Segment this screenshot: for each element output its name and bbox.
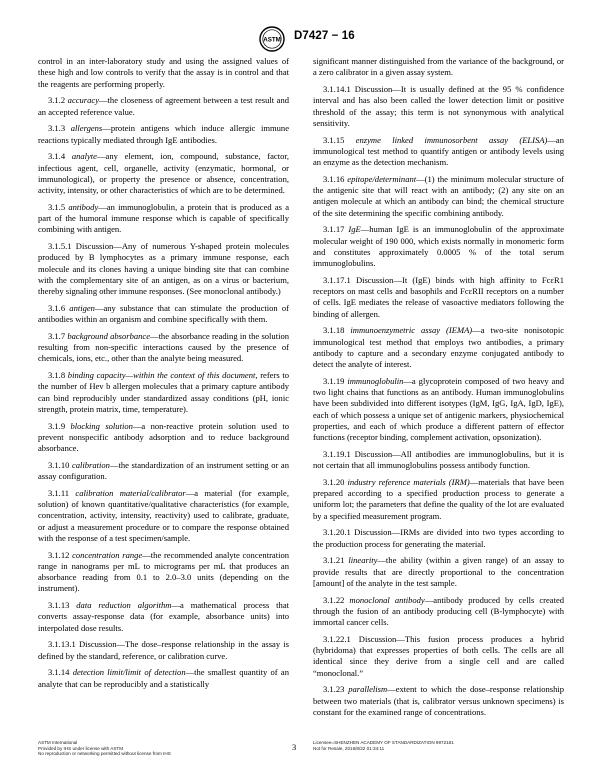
definition-paragraph — [38, 639, 289, 662]
definition-paragraph — [38, 370, 289, 415]
defined-term: industry reference materials (IRM) — [347, 476, 470, 487]
definition-text: Discussion—All antibodies are immunoglobulins, but it is not certain that all immunoglobulins possess antibody function. — [313, 448, 564, 470]
defined-term: detection limit/limit of detection — [72, 667, 186, 678]
defined-term: monoclonal antibody — [349, 594, 425, 605]
definition-paragraph — [313, 634, 564, 679]
defined-term: enzyme linked immunosorbent assay (ELISA) — [355, 134, 548, 145]
defined-term: allergens — [70, 123, 103, 134]
definition-text: —antibody produced by cells created through the fusion of an antibody producing cell (B-lymphocyte) with immortal cancer cells. — [313, 594, 565, 627]
defined-term: accuracy — [67, 95, 99, 106]
section-number: 3.1.22.1 — [323, 633, 351, 644]
definition-paragraph — [38, 241, 289, 297]
definition-paragraph — [38, 421, 289, 455]
defined-term: calibration — [71, 459, 110, 470]
definition-paragraph — [313, 224, 564, 269]
definition-text: —the recommended analyte concentration range in nanograms per mL to micrograms per mL that produces an absorbance reading from 0.1 to 2.0–3.0 units (depending on the instrument). — [38, 549, 289, 594]
footer-line: Licensee=SHENZHEN ACADEMY OF STANDARDIZATION 9972181 — [313, 740, 454, 745]
footer-line: No reproduction or networking permitted without license from IHS — [38, 751, 171, 757]
footer-line: Not for Resale, 2016/8/22 01:34:11 — [313, 745, 385, 751]
definition-text: —any substance that can stimulate the production of antibodies within an organism and combine specifically with them. — [38, 302, 289, 324]
definition-paragraph — [38, 123, 289, 146]
defined-term: IgE — [348, 224, 361, 235]
defined-term: background absorbance — [67, 330, 151, 341]
definition-paragraph — [313, 275, 564, 320]
definition-text: —an immunoglobulin, a protein that is produced as a part of the humoral immune response which is capable of specifically combining with antigen. — [38, 201, 290, 235]
definition-text: —the closeness of agreement between a test result and an accepted reference value. — [38, 95, 289, 117]
definition-paragraph — [313, 595, 564, 629]
definition-paragraph — [38, 600, 289, 634]
definition-paragraph — [313, 56, 564, 79]
definition-paragraph — [38, 95, 289, 118]
section-number: 3.1.6 — [48, 302, 66, 313]
page-header — [0, 24, 600, 54]
definition-paragraph — [313, 555, 564, 589]
definition-paragraph — [313, 376, 564, 444]
definition-text: Discussion—This fusion process produces a hybrid (hybridoma) that expresses properties of both cells. The cells are all identical since they derive from a single cell and are called “monoclonal.” — [313, 633, 564, 678]
definition-text: —the smallest quantity of an analyte that can be reproducibly and a statistically — [38, 667, 290, 689]
logo-text: ASTM — [263, 36, 281, 44]
definition-paragraph — [313, 684, 564, 718]
section-number: 3.1.14.1 — [323, 84, 351, 94]
definition-text: refers to the number of Hev b allergen molecules that a primary capture antibody can bind reproducibly under standardized assay conditions (pH, ionic strength, protein matrix, time, temperature). — [38, 370, 289, 414]
definition-paragraph — [38, 56, 289, 90]
definition-text: Discussion—The dose–response relationship in the assay is defined by the standard, reference, or calibration curve. — [38, 639, 290, 661]
definition-paragraph — [38, 550, 289, 595]
definition-paragraph — [38, 303, 289, 326]
definition-text: —materials that have been prepared according to a specified production process to generate a uniform lot; the parameters that define the quality of the lot are evaluated by a specified measurement program. — [313, 476, 564, 521]
definition-text: —a two-site nonisotopic immunological test method that employs two antibodies, a primary antibody to capture and a secondary enzyme conjugated antibody to detect the analyte of interest. — [313, 325, 564, 369]
definition-text: significant manner distinguished from the variance of the background, or a zero calibrator in a given assay system. — [313, 56, 564, 78]
definition-paragraph — [313, 449, 564, 472]
definition-text: —the ability (within a given range) of an assay to provide results that are directly proportional to the concentration [amount] of the analyte in the test sample. — [313, 555, 565, 588]
definition-paragraph — [313, 135, 564, 169]
definition-text: —a material (for example, solution) of known quantitative/qualitative characteristics (for example, concentration, activity, intensity, reactivity) used to calibrate, graduate, or adjust a measurement procedure or to compare the response obtained with the response of a test specimen/sample. — [38, 487, 289, 543]
definition-text: —a glycoprotein composed of two heavy and two light chains that functions as an antibody. Human immunoglobulins have been subdivided into different isotypes (IgM, IgG, IgA, IgD, IgE), each of which possess a unique set of antigenic markers, physiochemical properties, and each of which produce a different pattern of effector functions (receptor binding, complement activation, opsonization). — [313, 375, 565, 442]
defined-term: analyte — [71, 151, 97, 162]
section-number: 3.1.13.1 — [48, 639, 76, 650]
defined-term: linearity — [348, 555, 378, 566]
definition-text: —the absorbance reading in the solution resulting from non-specific interactions caused by the presence of chemicals, ions, etc., other than the analyte being measured. — [38, 330, 290, 364]
section-number: 3.1.19 — [323, 375, 345, 386]
footer-right — [313, 740, 454, 751]
definition-text: Discussion—It (IgE) binds with high affinity to FcεR1 receptors on mast cells and basophils and FcεRII receptors on a number of cells. IgE mediates the release of vasoactive mediators following the binding of allergen. — [313, 274, 564, 319]
section-number: 3.1.20.1 — [323, 527, 351, 538]
definition-paragraph — [313, 527, 564, 550]
definition-paragraph — [38, 460, 289, 483]
definition-text: —a non-reactive protein solution used to prevent nonspecific antibody adsorption and to reduce background absorbance. — [38, 420, 289, 453]
definition-text: Discussion—Any of numerous Y-shaped protein molecules produced by B lymphocytes as a primary immune response, each molecule and its clones having a unique binding site that can combine with the complementary site of an antigen, as on a virus or bacterium, thereby signaling other immune responses. (See monoclonal antibody.) — [38, 241, 290, 296]
section-number: 3.1.17 — [323, 224, 345, 235]
right-column — [313, 56, 564, 724]
definition-text: control in an inter-laboratory study and using the assigned values of these high and low controls to verify that the assay is in control and that the reagents are performing properly. — [38, 56, 289, 89]
definition-text: —extent to which the dose–response relationship between two materials (that is, calibrator versus unknown specimens) is constant for the examined range of concentrations. — [313, 684, 565, 717]
definition-text: Discussion—It is usually defined at the 95 % confidence interval and has also been called the lower detection limit or positive threshold of the assay; this term is not synonymous with analytical sensitivity. — [313, 84, 564, 128]
defined-term: antigen — [69, 302, 95, 313]
defined-term: immunoglobulin — [347, 375, 404, 386]
definition-paragraph — [38, 667, 289, 690]
section-number: 3.1.5 — [48, 201, 66, 212]
section-number: 3.1.9 — [48, 420, 66, 431]
defined-term: concentration range — [72, 549, 143, 560]
section-number: 3.1.8 — [48, 370, 66, 380]
left-column — [38, 56, 289, 695]
section-number: 3.1.3 — [48, 123, 66, 134]
definition-paragraph — [38, 202, 289, 236]
footer-line: Provided by IHS under license with ASTM — [38, 745, 124, 751]
definition-paragraph — [38, 151, 289, 196]
definition-text: —the standardization of an instrument setting or an assay configuration. — [38, 459, 289, 481]
section-number: 3.1.5.1 — [48, 241, 72, 251]
definition-paragraph — [313, 84, 564, 129]
section-number: 3.1.14 — [48, 667, 70, 678]
section-number: 3.1.23 — [323, 684, 345, 695]
footer-line: ASTM International — [38, 740, 78, 745]
defined-term: binding capacity—within the context of this document, — [67, 370, 258, 380]
definition-paragraph — [38, 488, 289, 544]
section-number: 3.1.12 — [48, 549, 70, 560]
astm-logo-icon — [259, 26, 285, 52]
definition-paragraph — [38, 331, 289, 365]
defined-term: blocking solution — [70, 420, 133, 431]
section-number: 3.1.16 — [323, 173, 345, 184]
section-number: 3.1.17.1 — [323, 274, 351, 285]
definition-paragraph — [313, 477, 564, 522]
section-number: 3.1.10 — [48, 459, 70, 470]
definition-text: —a mathematical process that converts assay-response data (for example, absorbance units) into interpolated dose results. — [38, 600, 289, 633]
section-number: 3.1.4 — [48, 151, 66, 162]
section-number: 3.1.22 — [323, 594, 345, 605]
definition-paragraph — [313, 325, 564, 370]
definition-text: —(1) the minimum molecular structure of the antigenic site that will react with an antibody; (2) any site on an antigen molecule at which an antibody can bind; the chemical structure of the site determining the specific combining antibody. — [313, 173, 564, 218]
defined-term: parallelism — [348, 684, 388, 695]
section-number: 3.1.2 — [48, 95, 66, 106]
section-number: 3.1.11 — [48, 487, 70, 498]
section-number: 3.1.13 — [48, 600, 70, 610]
definition-paragraph — [313, 174, 564, 219]
defined-term: immunoenzymetric assay (IEMA) — [350, 325, 473, 336]
defined-term: epitope/determinant — [347, 173, 417, 184]
section-number: 3.1.20 — [323, 476, 345, 487]
definition-text: —an immunological test method to quantify antigen or antibody levels using an enzyme as the detection mechanism. — [313, 134, 564, 167]
page-number: 3 — [292, 742, 297, 752]
defined-term: calibration material/calibrator — [75, 487, 186, 498]
definition-text: —any element, ion, compound, substance, factor, infectious agent, cell, organelle, activity (enzymatic, hormonal, or immunological), or property the presence or absence, concentration, activity, intensity, or other characteristics of which are to be determined. — [38, 151, 289, 195]
section-number: 3.1.21 — [323, 555, 345, 566]
section-number: 3.1.19.1 — [323, 448, 351, 459]
section-number: 3.1.18 — [323, 325, 345, 336]
section-number: 3.1.7 — [48, 330, 66, 341]
footer-left — [38, 740, 171, 757]
section-number: 3.1.15 — [323, 134, 345, 145]
defined-term: antibody — [68, 201, 99, 212]
definition-text: —human IgE is an immunoglobulin of the approximate molecular weight of 190 000, which exists normally in monomeric form and constitutes approximately 0.0005 % of the total serum immunoglobulins. — [313, 224, 564, 268]
defined-term: data reduction algorithm — [76, 600, 172, 610]
definition-text: Discussion—IRMs are divided into two types according to the production process for generating the material. — [313, 527, 564, 549]
definition-text: —protein antigens which induce allergic immune reactions typically mediated through IgE antibodies. — [38, 123, 289, 145]
document-id: D7427 − 16 — [294, 30, 355, 42]
